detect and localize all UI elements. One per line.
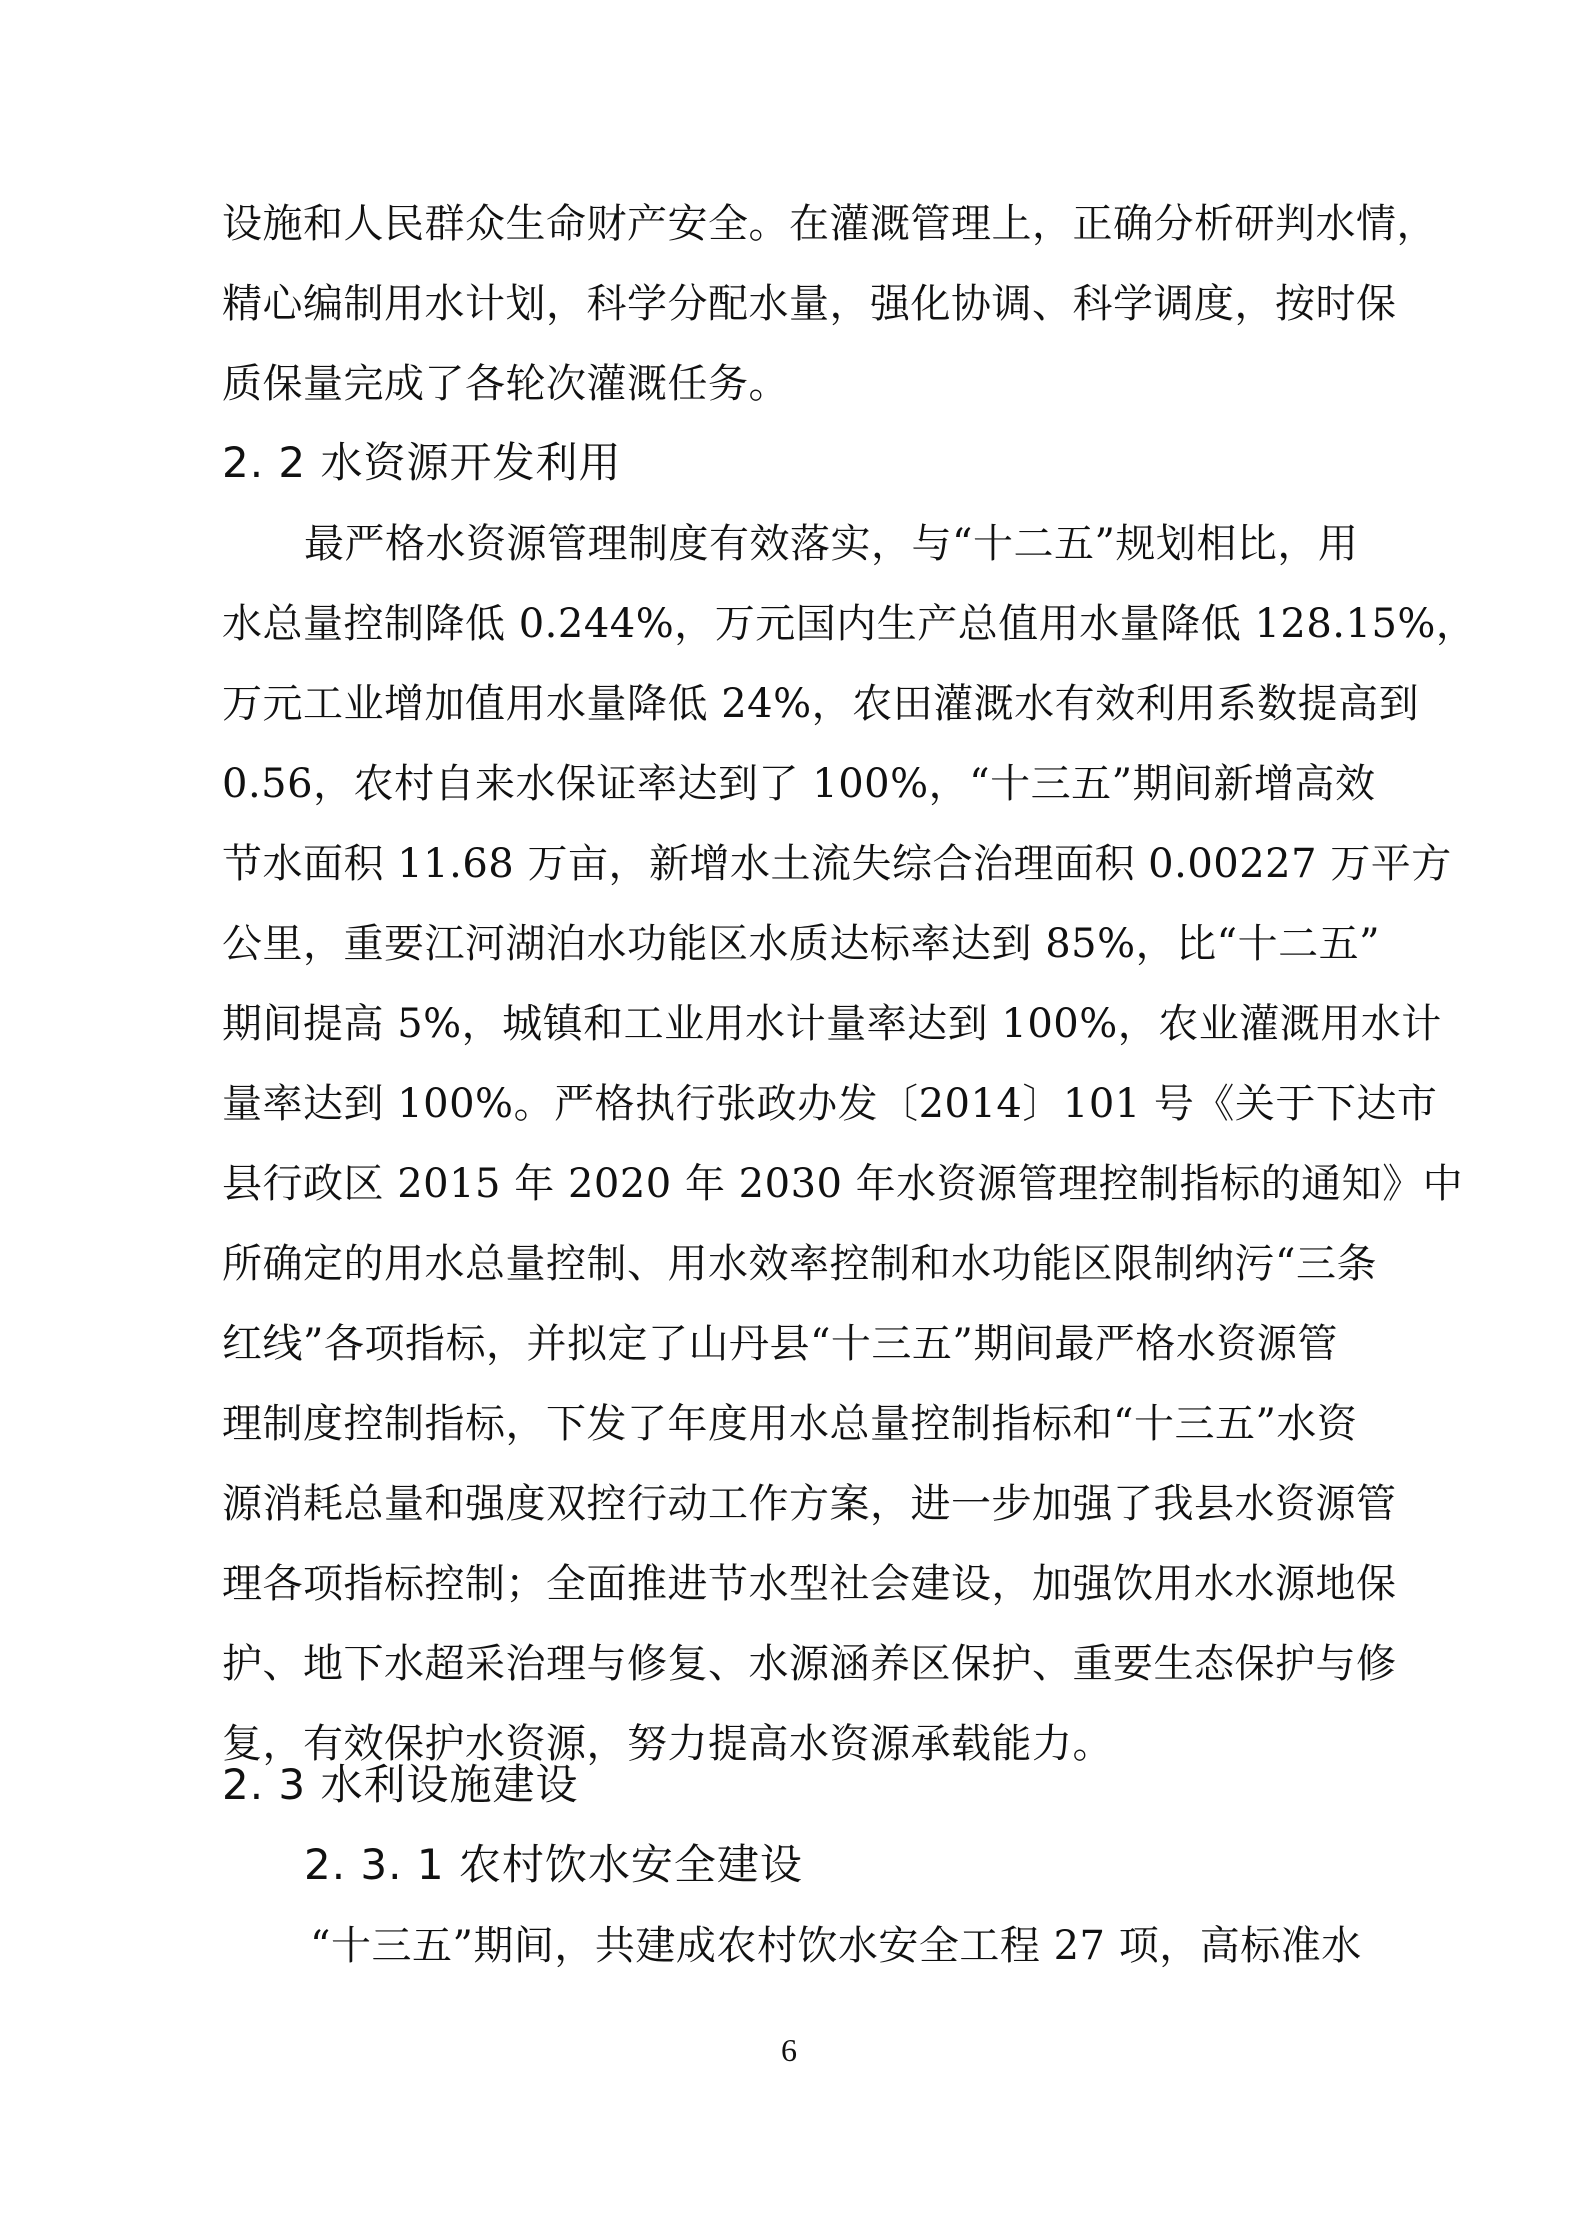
section-heading-2-3: 2. 3 水利设施建设 (222, 1760, 579, 1809)
body-text-line: 源消耗总量和强度双控行动工作方案，进一步加强了我县水资源管 (222, 1481, 1397, 1527)
body-text-line: 公里，重要江河湖泊水功能区水质达标率达到 85%，比“十二五” (222, 921, 1381, 967)
body-text-line: 节水面积 11.68 万亩，新增水土流失综合治理面积 0.00227 万平方 (222, 841, 1452, 887)
body-text-line: 所确定的用水总量控制、用水效率控制和水功能区限制纳污“三条 (222, 1241, 1377, 1287)
body-text-line: 理制度控制指标，下发了年度用水总量控制指标和“十三五”水资 (222, 1401, 1358, 1447)
body-text-line: 质保量完成了各轮次灌溉任务。 (222, 361, 789, 407)
body-text-line: 万元工业增加值用水量降低 24%，农田灌溉水有效利用系数提高到 (222, 681, 1420, 727)
body-text-line: 水总量控制降低 0.244%，万元国内生产总值用水量降低 128.15%， (222, 601, 1477, 647)
body-text-line: 理各项指标控制；全面推进节水型社会建设，加强饮用水水源地保 (222, 1561, 1397, 1607)
body-text-line: 护、地下水超采治理与修复、水源涵养区保护、重要生态保护与修 (222, 1641, 1397, 1687)
page-number: 6 (781, 2032, 797, 2068)
section-heading-2-2: 2. 2 水资源开发利用 (222, 438, 622, 487)
body-text-line: 最严格水资源管理制度有效落实，与“十二五”规划相比，用 (304, 521, 1359, 567)
body-text-line: 红线”各项指标，并拟定了山丹县“十三五”期间最严格水资源管 (222, 1321, 1338, 1367)
body-text-line: “十三五”期间，共建成农村饮水安全工程 27 项，高标准水 (310, 1923, 1362, 1969)
body-text-line: 期间提高 5%，城镇和工业用水计量率达到 100%，农业灌溉用水计 (222, 1001, 1442, 1047)
body-text-line: 设施和人民群众生命财产安全。在灌溉管理上，正确分析研判水情， (222, 201, 1437, 247)
body-text-line: 复，有效保护水资源，努力提高水资源承载能力。 (222, 1721, 1113, 1767)
section-heading-2-3-1: 2. 3. 1 农村饮水安全建设 (304, 1840, 803, 1889)
body-text-line: 量率达到 100%。严格执行张政办发〔2014〕101 号《关于下达市 (222, 1081, 1438, 1127)
body-text-line: 精心编制用水计划，科学分配水量，强化协调、科学调度，按时保 (222, 281, 1397, 327)
body-text-line: 0.56，农村自来水保证率达到了 100%，“十三五”期间新增高效 (222, 761, 1376, 807)
body-text-line: 县行政区 2015 年 2020 年 2030 年水资源管理控制指标的通知》中 (222, 1161, 1464, 1207)
